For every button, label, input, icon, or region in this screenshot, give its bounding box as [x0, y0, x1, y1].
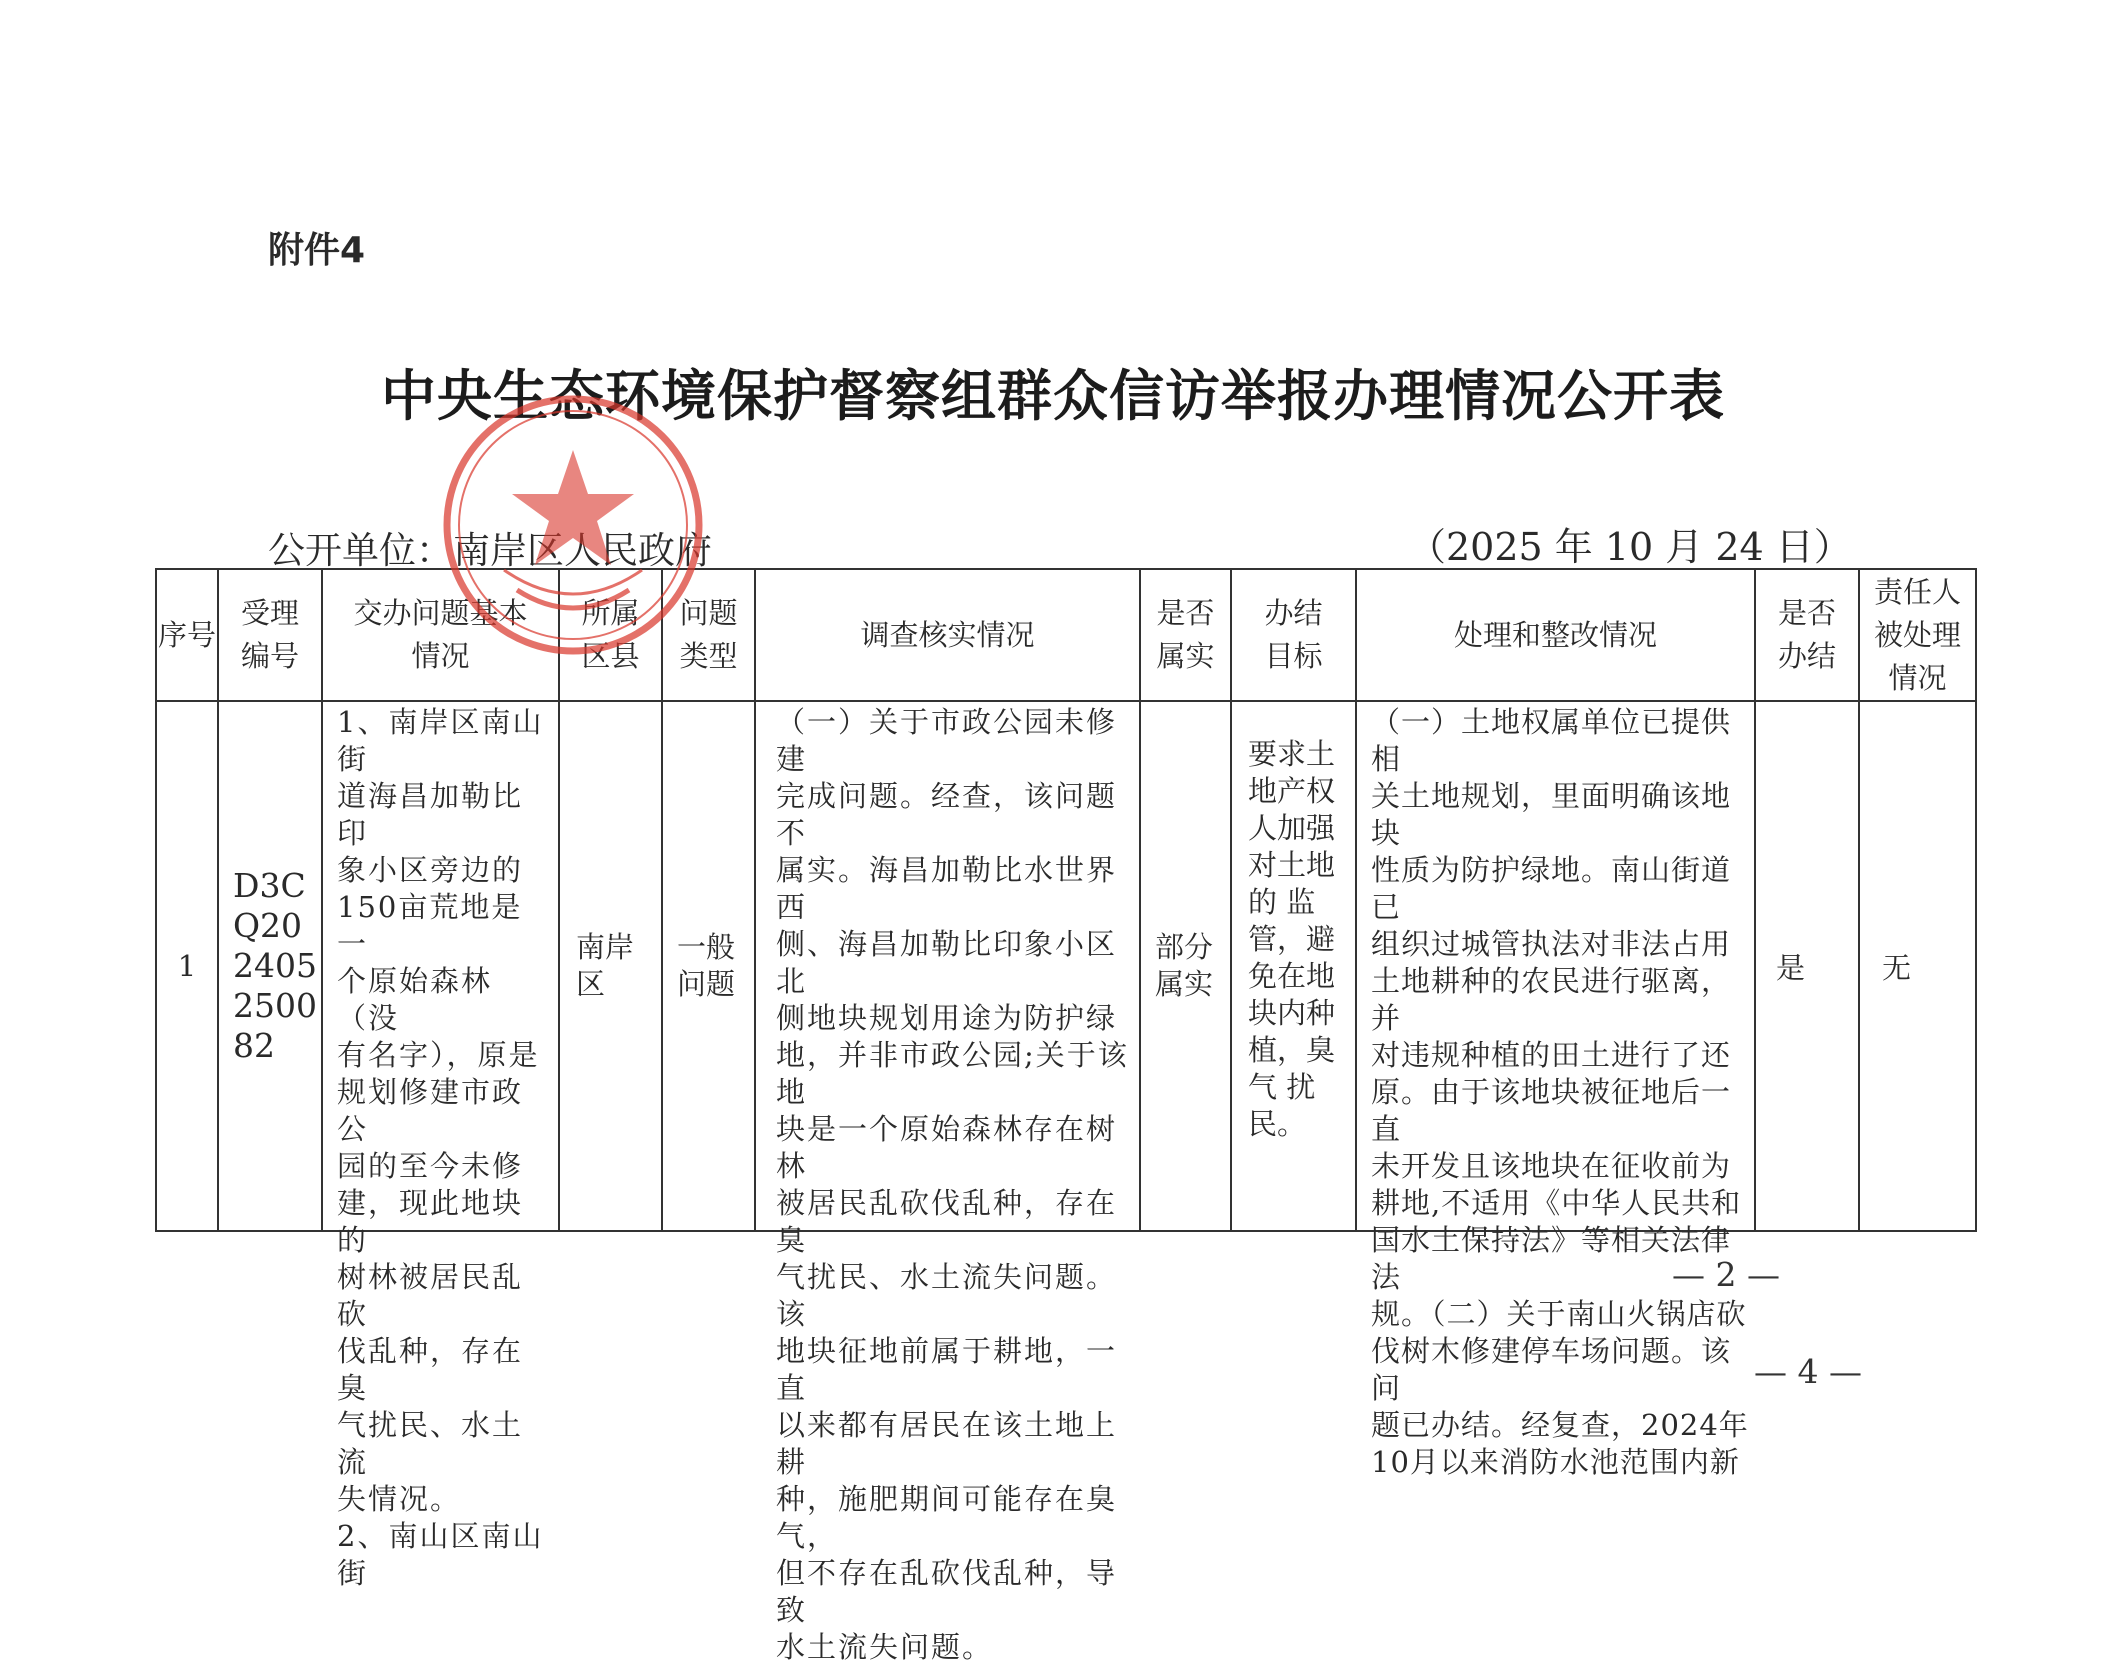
report-table — [155, 568, 1977, 1664]
publish-date: （2025 年 10 月 24 日） — [1408, 525, 1852, 569]
cell-investigation: （一）关于市政公园未修建 完成问题。经查，该问题不 属实。海昌加勒比水世界西 侧、海昌加勒比印象小区北 侧地块规划用途为防护绿 地，并非市政公园;关于该地 块是一个原始森林存在树林 被居民乱砍伐乱种，存在臭 气扰民、水土流失问题。该 地块征地前属于耕地，一直 以来都有居民在该土地上耕 种，施肥期间可能存在臭气， 但不存在乱砍伐乱种，导致 水土流失问题。 — [755, 701, 1140, 1231]
cell-type: 一般 问题 — [662, 701, 755, 1231]
attachment-label: 附件4 — [268, 230, 366, 271]
header-investigation: 调查核实情况 — [755, 569, 1140, 701]
header-goal: 办结目标 — [1231, 569, 1356, 701]
cell-accountability: 无 — [1859, 701, 1976, 1231]
document-title: 中央生态环境保护督察组群众信访举报办理情况公开表 — [380, 364, 1725, 428]
table-row — [156, 701, 1976, 1231]
header-closed: 是否办结 — [1755, 569, 1859, 701]
header-type: 问题类型 — [662, 569, 755, 701]
header-id: 受理编号 — [218, 569, 322, 701]
cell-closed: 是 — [1755, 701, 1859, 1231]
page-number-inner: — 2 — — [1672, 1255, 1780, 1294]
header-handling: 处理和整改情况 — [1356, 569, 1755, 701]
header-accountability: 责任人被处理情况 — [1859, 569, 1976, 701]
official-seal — [412, 390, 734, 660]
cell-id: D3C Q20 2405 2500 82 — [218, 701, 322, 1231]
seal-star-icon — [512, 450, 634, 565]
header-issue: 交办问题基本情况 — [322, 569, 559, 701]
header-verified: 是否属实 — [1140, 569, 1231, 701]
cell-handling: （一）土地权属单位已提供相 关土地规划，里面明确该地块 性质为防护绿地。南山街道已 组织过城管执法对非法占用 土地耕种的农民进行驱离，并 对违规种植的田土进行了还 原。由于该地块被征地后一直 未开发且该地块在征收前为 耕地,不适用《中华人民共和 国水土保持法》等相关法律法 规。（二）关于南山火锅店砍 伐树木修建停车场问题。该问 题已办结。经复查，2024年 10月以来消防水池范围内新 — [1356, 701, 1755, 1231]
page-number-outer: — 4 — — [1754, 1352, 1862, 1391]
cell-district: 南岸 区 — [559, 701, 662, 1231]
cell-goal: 要求土 地产权 人加强 对土地 的 监 管，避 免在地 块内种 植，臭 气 扰 民。 — [1231, 701, 1356, 1231]
header-seq: 序号 — [156, 569, 218, 701]
header-district: 所属区县 — [559, 569, 662, 701]
publisher-unit: 公开单位：南岸区人民政府 — [268, 529, 712, 572]
cell-seq: 1 — [156, 701, 218, 1231]
cell-issue: 1、南岸区南山街 道海昌加勒比印 象小区旁边的 150亩荒地是一 个原始森林（没 有名字），原是 规划修建市政公 园的至今未修 建，现此地块的 树林被居民乱砍 伐乱种，存在臭 气扰民、水土流 失情况。 2、南山区南山街 — [322, 701, 559, 1231]
cell-verified: 部分 属实 — [1140, 701, 1231, 1231]
